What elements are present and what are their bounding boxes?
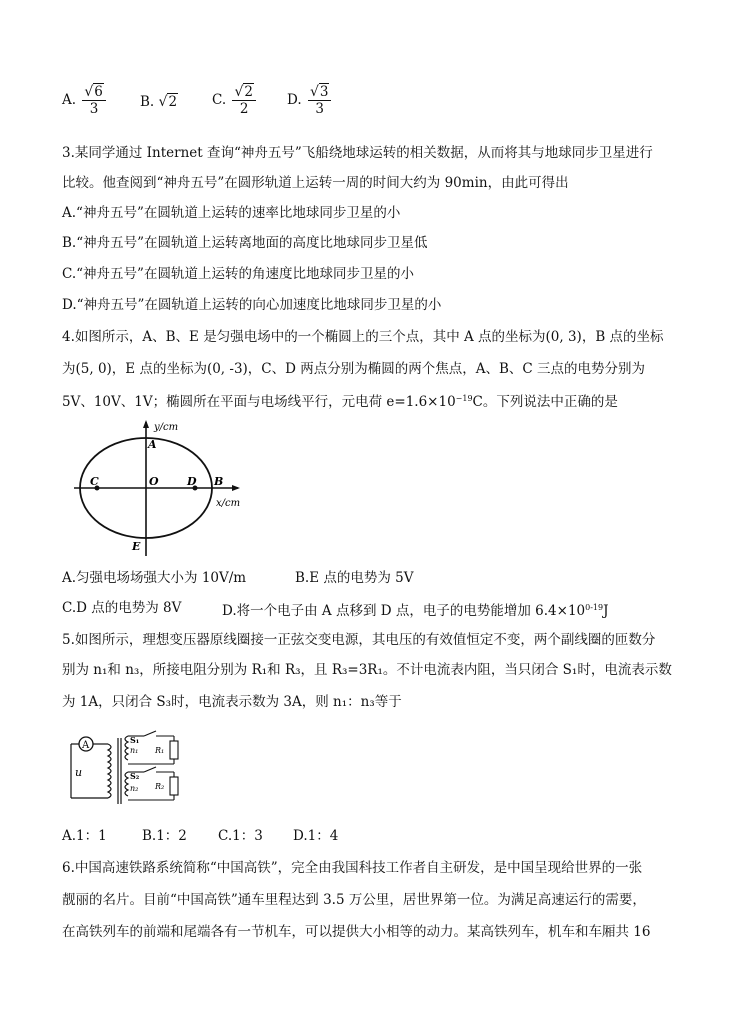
q2-d-numerator: 3 <box>319 84 329 100</box>
q2-option-b: B. √2 <box>140 94 178 110</box>
n1-label: n₁ <box>130 746 139 755</box>
q4-stem-line3: 5V、10V、1V；椭圆所在平面与电场线平行，元电荷 $e=1.6\times 10^{-19}C$。下列说法中正确的是 <box>62 394 618 410</box>
q5-option-c: C.1：3 <box>218 828 263 844</box>
q5-stem-line3: 为 1A，只闭合 S₃时，电流表示数为 3A，则 n₁：n₃等于 <box>62 694 402 710</box>
primary-coil <box>108 744 111 798</box>
r2-label: R₂ <box>155 782 165 791</box>
x-axis-arrow <box>232 485 240 491</box>
resistor-r2 <box>170 777 178 795</box>
q4-option-a: A.匀强电场场强大小为 10V/m <box>62 570 247 586</box>
q4-ellipse-figure <box>70 418 260 558</box>
label-c: C <box>90 475 99 488</box>
q4-option-b: B.E 点的电势为 5V <box>295 570 414 586</box>
n2-label: n₂ <box>130 784 139 793</box>
q5-transformer-figure <box>66 726 196 808</box>
q2-a-numerator: 6 <box>94 84 103 100</box>
q4-option-d: D.将一个电子由 A 点移到 D 点，电子的电势能增加 $6.4\times 10^{0-19}J$ <box>222 603 609 619</box>
y-axis-arrow <box>143 420 149 428</box>
q4-stem-line2: 为(5, 0)，E 点的坐标为(0, -3)，C、D 两点分别为椭圆的两个焦点，A、B、C 三点的电势分别为 <box>62 361 646 377</box>
q5-option-a: A.1：1 <box>62 828 107 844</box>
q2-c-numerator: 2 <box>244 84 253 100</box>
q6-stem-line3: 在高铁列车的前端和尾端各有一节机车，可以提供大小相等的动力。某高铁列车，机车和车厢共 16 <box>62 924 651 940</box>
s1-label: S₁ <box>130 735 140 745</box>
s2-label: S₂ <box>130 771 140 781</box>
q5-option-b: B.1：2 <box>142 828 187 844</box>
q6-stem-line1: 6.中国高速铁路系统简称“中国高铁”，完全由我国科技工作者自主研发，是中国呈现给世界的一张 <box>62 860 643 876</box>
label-e: E <box>132 540 141 553</box>
q3-option-d: D.“神舟五号”在圆轨道上运转的向心加速度比地球同步卫星的小 <box>62 297 442 313</box>
q4-stem-line1: 4.如图所示，A、B、E 是匀强电场中的一个椭圆上的三个点，其中 A 点的坐标为(0, 3)，B 点的坐标 <box>62 329 664 345</box>
r1-label: R₁ <box>155 746 165 755</box>
q2-option-d: D. $\frac{√3}{3}$ <box>287 84 331 117</box>
label-d: D <box>187 475 197 488</box>
q3-option-a: A.“神舟五号”在圆轨道上运转的速率比地球同步卫星的小 <box>62 205 401 221</box>
switch-s1 <box>144 731 156 736</box>
q3-option-c: C.“神舟五号”在圆轨道上运转的角速度比地球同步卫星的小 <box>62 266 414 282</box>
q2-option-c: C. $\frac{√2}{2}$ <box>212 84 256 117</box>
q2-a-denominator: 3 <box>89 101 99 117</box>
q2-d-denominator: 3 <box>315 101 324 117</box>
q3-stem-line1: 3.某同学通过 Internet 查询“神舟五号”飞船绕地球运转的相关数据，从而将其与地球同步卫星进行 <box>62 145 653 161</box>
q6-stem-line2: 靓丽的名片。目前“中国高铁”通车里程达到 3.5 万公里，居世界第一位。为满足高速运行的需要， <box>62 892 646 908</box>
switch-s2 <box>144 767 156 772</box>
q3-option-b: B.“神舟五号”在圆轨道上运转离地面的高度比地球同步卫星低 <box>62 235 428 251</box>
x-axis-label: x/cm <box>216 498 241 509</box>
q2-option-a: A. $\frac{√6}{3}$ <box>62 84 106 117</box>
secondary-coil-2 <box>125 772 128 796</box>
y-axis-label: y/cm <box>154 422 179 433</box>
resistor-r1 <box>170 741 178 759</box>
q3-stem-line2: 比较。他查阅到“神舟五号”在圆形轨道上运转一周的时间大约为 90min，由此可得出 <box>62 175 569 191</box>
label-b: B <box>214 475 224 488</box>
voltage-label: u <box>75 766 83 779</box>
q5-stem-line1: 5.如图所示，理想变压器原线圈接一正弦交变电源，其电压的有效值恒定不变，两个副线圈的匝数分 <box>62 632 656 648</box>
q2-b-radicand: 2 <box>168 94 178 110</box>
q2-c-denominator: 2 <box>239 101 249 117</box>
q4-option-c: C.D 点的电势为 8V <box>62 600 182 616</box>
ammeter-label: A <box>82 740 90 751</box>
label-a: A <box>148 438 157 451</box>
q5-option-d: D.1：4 <box>293 828 339 844</box>
label-o: O <box>149 475 159 488</box>
q5-stem-line2: 别为 n₁和 n₃，所接电阻分别为 R₁和 R₃，且 R₃=3R₁。不计电流表内阻，当只闭合 S₁时，电流表示数 <box>62 662 672 678</box>
secondary-coil-1 <box>125 736 128 760</box>
